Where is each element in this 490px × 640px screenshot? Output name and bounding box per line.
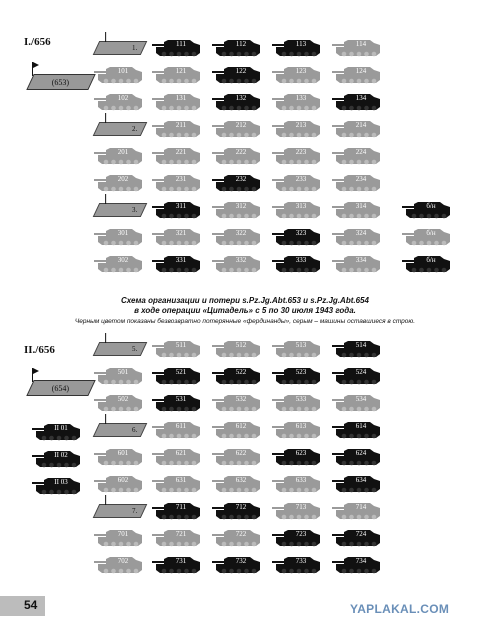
tank-number: 713	[295, 503, 307, 511]
tank-number: 523	[295, 368, 307, 376]
tank-734	[330, 553, 382, 575]
tank-613	[270, 418, 322, 440]
platoon-leader-tank	[92, 553, 144, 575]
tank-number: 621	[175, 449, 187, 457]
tank-612	[210, 418, 262, 440]
tank-number: 632	[235, 476, 247, 484]
tank-731	[150, 553, 202, 575]
tank-number: 132	[235, 94, 247, 102]
tank-231	[150, 171, 202, 193]
tank-234	[330, 171, 382, 193]
page-number-box	[0, 596, 45, 616]
tank-214	[330, 117, 382, 139]
tank-732	[210, 553, 262, 575]
tank-331	[150, 252, 202, 274]
tank-number: 734	[355, 557, 367, 565]
tank-634	[330, 472, 382, 494]
tank-112	[210, 36, 262, 58]
tank-number: 623	[295, 449, 307, 457]
tank-number: II 01	[54, 424, 68, 432]
tank-number: 202	[117, 175, 129, 183]
tank-623	[270, 445, 322, 467]
section1-hq-label: (653)	[52, 77, 70, 87]
tank-332	[210, 252, 262, 274]
tank-314	[330, 198, 382, 220]
tank-number: 732	[235, 557, 247, 565]
tank-number: 322	[235, 229, 247, 237]
tank-311	[150, 198, 202, 220]
tank-number: 314	[355, 202, 367, 210]
platoon-leader-tank	[92, 472, 144, 494]
tank-111	[150, 36, 202, 58]
tank-113	[270, 36, 322, 58]
platoon-leader-tank	[92, 63, 144, 85]
tank-number: 224	[355, 148, 367, 156]
tank-211	[150, 117, 202, 139]
tank-614	[330, 418, 382, 440]
tank-number: 324	[355, 229, 367, 237]
tank-number: 231	[175, 175, 187, 183]
tank-521	[150, 364, 202, 386]
tank-number: 702	[117, 557, 129, 565]
tank-number: 114	[355, 40, 367, 48]
hq-tank-II02	[30, 447, 82, 469]
caption-line3: Черным цветом показаны безвозвратно потерянные «фердинанды», серым – машины оставшиеся в строю.	[74, 318, 416, 325]
tank-223	[270, 144, 322, 166]
tank-number: 112	[235, 40, 247, 48]
tank-number: 631	[175, 476, 187, 484]
tank-134	[330, 90, 382, 112]
platoon-leader-tank	[92, 144, 144, 166]
platoon-leader-tank	[92, 171, 144, 193]
tank-number: 214	[355, 121, 367, 129]
section2-title: II./656	[24, 344, 55, 356]
platoon-leader-tank	[92, 364, 144, 386]
tank-number: 131	[175, 94, 187, 102]
tank-232	[210, 171, 262, 193]
hq-tank-II01	[30, 420, 82, 442]
tank-721	[150, 526, 202, 548]
tank-724	[330, 526, 382, 548]
tank-number: 733	[295, 557, 307, 565]
tank-number: 222	[235, 148, 247, 156]
tank-723	[270, 526, 322, 548]
tank-number: 614	[355, 422, 367, 430]
tank-number: 731	[175, 557, 187, 565]
tank-number: 714	[355, 503, 367, 511]
tank-631	[150, 472, 202, 494]
tank-number: 213	[295, 121, 307, 129]
tank-number: 302	[117, 256, 129, 264]
tank-313	[270, 198, 322, 220]
tank-611	[150, 418, 202, 440]
platoon-leader-tank	[92, 526, 144, 548]
tank-number: 524	[355, 368, 367, 376]
tank-633	[270, 472, 322, 494]
watermark: YAPLAKAL.COM	[350, 602, 450, 616]
tank-number: 602	[117, 476, 129, 484]
tank-133	[270, 90, 322, 112]
tank-number: 522	[235, 368, 247, 376]
tank-number: 724	[355, 530, 367, 538]
tank-unnumbered	[400, 252, 452, 274]
tank-224	[330, 144, 382, 166]
tank-334	[330, 252, 382, 274]
tank-number: 501	[117, 368, 129, 376]
company-flag-6	[93, 423, 148, 437]
tank-number: 634	[355, 476, 367, 484]
tank-number: II 03	[54, 478, 68, 486]
tank-number: 123	[295, 67, 307, 75]
tank-632	[210, 472, 262, 494]
company-label: 6.	[131, 426, 137, 434]
platoon-leader-tank	[92, 90, 144, 112]
tank-number: 513	[295, 341, 307, 349]
tank-321	[150, 225, 202, 247]
tank-621	[150, 445, 202, 467]
tank-number: б/н	[426, 229, 436, 237]
tank-number: 221	[175, 148, 187, 156]
tank-number: 622	[235, 449, 247, 457]
tank-number: 313	[295, 202, 307, 210]
tank-131	[150, 90, 202, 112]
tank-533	[270, 391, 322, 413]
tank-121	[150, 63, 202, 85]
tank-532	[210, 391, 262, 413]
tank-512	[210, 337, 262, 359]
tank-number: 124	[355, 67, 367, 75]
tank-114	[330, 36, 382, 58]
tank-number: 134	[355, 94, 367, 102]
tank-number: 323	[295, 229, 307, 237]
tank-513	[270, 337, 322, 359]
platoon-leader-tank	[92, 252, 144, 274]
tank-number: 511	[175, 341, 187, 349]
tank-213	[270, 117, 322, 139]
tank-number: 332	[235, 256, 247, 264]
tank-222	[210, 144, 262, 166]
company-label: 5.	[131, 345, 137, 353]
company-label: 2.	[131, 125, 137, 133]
tank-624	[330, 445, 382, 467]
tank-333	[270, 252, 322, 274]
tank-number: 612	[235, 422, 247, 430]
tank-number: 624	[355, 449, 367, 457]
tank-number: 301	[117, 229, 129, 237]
tank-number: 502	[117, 395, 129, 403]
tank-number: 712	[235, 503, 247, 511]
company-label: 1.	[131, 44, 137, 52]
tank-622	[210, 445, 262, 467]
tank-number: 232	[235, 175, 247, 183]
section1-title: I./656	[24, 36, 51, 48]
tank-number: 534	[355, 395, 367, 403]
company-label: 3.	[131, 206, 137, 214]
tank-722	[210, 526, 262, 548]
tank-514	[330, 337, 382, 359]
tank-number: 723	[295, 530, 307, 538]
tank-number: 721	[175, 530, 187, 538]
tank-number: 121	[175, 67, 187, 75]
tank-number: 533	[295, 395, 307, 403]
tank-number: 113	[295, 40, 307, 48]
hq-tank-II03	[30, 474, 82, 496]
tank-322	[210, 225, 262, 247]
company-label: 7.	[131, 507, 137, 515]
tank-number: 701	[117, 530, 129, 538]
caption-line1: Схема организации и потери s.Pz.Jg.Abt.653 и s.Pz.Jg.Abt.654	[121, 296, 369, 305]
caption-line2: в ходе операции «Цитадель» с 5 по 30 июля 1943 года.	[134, 306, 356, 315]
tank-324	[330, 225, 382, 247]
platoon-leader-tank	[92, 391, 144, 413]
tank-523	[270, 364, 322, 386]
tank-number: 111	[176, 40, 186, 48]
tank-522	[210, 364, 262, 386]
tank-number: 521	[175, 368, 187, 376]
tank-number: 512	[235, 341, 247, 349]
tank-unnumbered	[400, 225, 452, 247]
tank-number: 514	[355, 341, 367, 349]
tank-number: 223	[295, 148, 307, 156]
tank-number: 531	[175, 395, 187, 403]
tank-number: 611	[175, 422, 187, 430]
tank-number: 234	[355, 175, 367, 183]
tank-number: 312	[235, 202, 247, 210]
tank-number: 211	[175, 121, 187, 129]
page-number: 54	[24, 598, 38, 612]
tank-714	[330, 499, 382, 521]
platoon-leader-tank	[92, 445, 144, 467]
tank-number: 722	[235, 530, 247, 538]
tank-132	[210, 90, 262, 112]
tank-713	[270, 499, 322, 521]
company-flag-1	[93, 41, 148, 55]
tank-number: 101	[117, 67, 129, 75]
tank-711	[150, 499, 202, 521]
tank-number: 122	[235, 67, 247, 75]
tank-number: 333	[295, 256, 307, 264]
tank-122	[210, 63, 262, 85]
tank-124	[330, 63, 382, 85]
company-flag-7	[93, 504, 148, 518]
tank-511	[150, 337, 202, 359]
tank-123	[270, 63, 322, 85]
tank-number: 334	[355, 256, 367, 264]
platoon-leader-tank	[92, 225, 144, 247]
tank-534	[330, 391, 382, 413]
tank-number: 311	[175, 202, 187, 210]
tank-number: 532	[235, 395, 247, 403]
tank-number: II 02	[54, 451, 68, 459]
tank-number: 331	[175, 256, 187, 264]
tank-323	[270, 225, 322, 247]
tank-312	[210, 198, 262, 220]
tank-212	[210, 117, 262, 139]
company-flag-5	[93, 342, 148, 356]
tank-number: 601	[117, 449, 129, 457]
section2-hq-label: (654)	[52, 383, 70, 393]
tank-number: б/н	[426, 202, 436, 210]
tank-number: 133	[295, 94, 307, 102]
tank-733	[270, 553, 322, 575]
company-flag-2	[93, 122, 148, 136]
tank-number: 321	[175, 229, 187, 237]
tank-712	[210, 499, 262, 521]
tank-number: 102	[117, 94, 129, 102]
tank-233	[270, 171, 322, 193]
tank-unnumbered	[400, 198, 452, 220]
tank-number: 212	[235, 121, 247, 129]
tank-number: 613	[295, 422, 307, 430]
tank-number: 633	[295, 476, 307, 484]
tank-number: 711	[175, 503, 187, 511]
tank-524	[330, 364, 382, 386]
tank-531	[150, 391, 202, 413]
tank-number: 233	[295, 175, 307, 183]
tank-221	[150, 144, 202, 166]
tank-number: б/н	[426, 256, 436, 264]
tank-number: 201	[117, 148, 129, 156]
company-flag-3	[93, 203, 148, 217]
